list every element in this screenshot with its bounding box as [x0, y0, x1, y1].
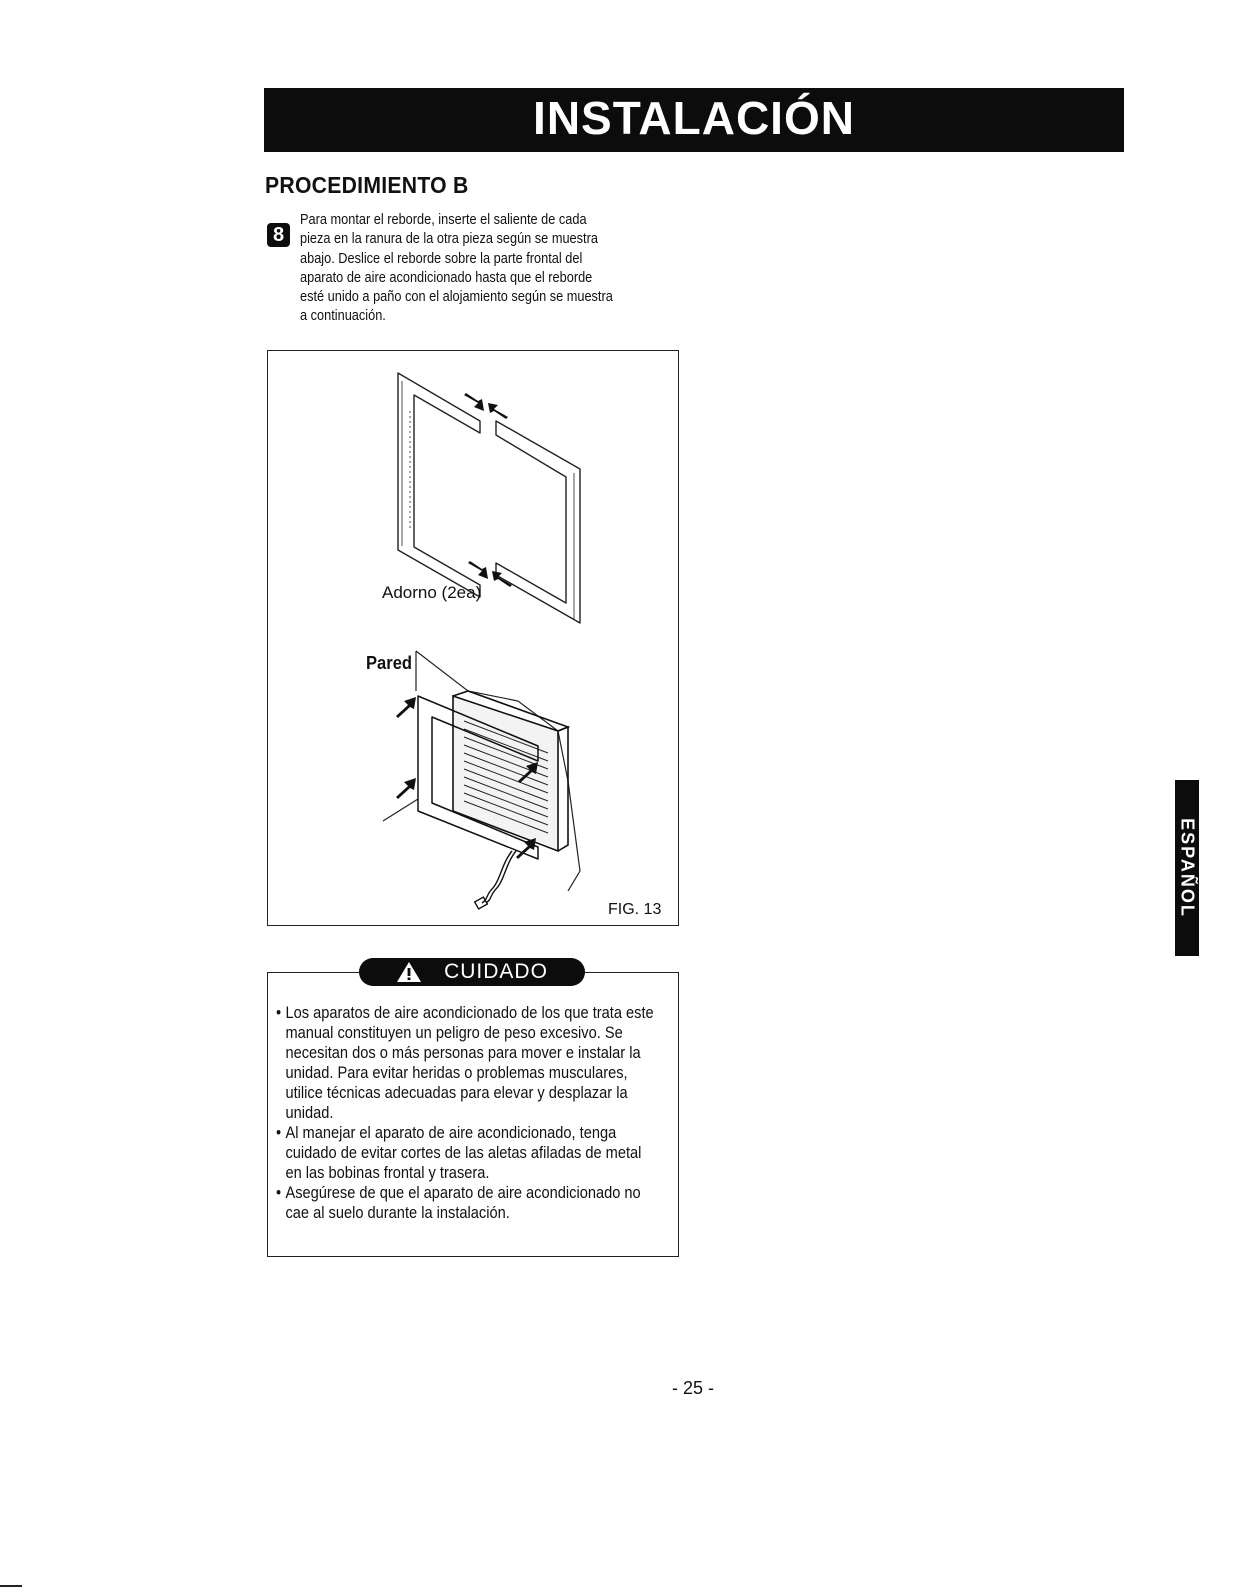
figure-13: [267, 350, 679, 926]
caution-item: • Los aparatos de aire acondicionado de los que trata este manual constituyen un peligro de peso excesivo. Se necesitan dos o más personas para mover e instalar la unidad. Para evitar heridas o problemas musculares, utilice técnicas adecuadas para elevar y desplazar la unidad.: [276, 1003, 654, 1123]
trim-label: Adorno (2ea): [382, 583, 482, 602]
page-title-banner: INSTALACIÓN: [264, 88, 1124, 152]
step-instructions: Para montar el reborde, inserte el saliente de cada pieza en la ranura de la otra pieza según se muestra abajo. Deslice el reborde sobre la parte frontal del aparato de aire acondicionado hasta que el reborde esté unido a paño con el alojamiento según se muestra a continuación.: [300, 212, 613, 325]
trim-assembly-illustration: [268, 351, 680, 927]
caution-list: [276, 1003, 654, 1223]
page-number: - 25 -: [672, 1378, 715, 1398]
caution-item: • Al manejar el aparato de aire acondicionado, tenga cuidado de evitar cortes de las aletas afiladas de metal en las bobinas frontal y trasera.: [276, 1123, 654, 1183]
language-tab: [1175, 780, 1199, 956]
language-tab-label: ESPAÑOL: [1177, 818, 1198, 918]
caution-title: CUIDADO: [444, 960, 548, 983]
figure-caption: FIG. 13: [608, 901, 662, 918]
section-title: PROCEDIMIENTO B: [265, 172, 469, 198]
scan-mark: [0, 1585, 22, 1587]
caution-header: [359, 958, 585, 986]
caution-item: • Asegúrese de que el aparato de aire acondicionado no cae al suelo durante la instalación.: [276, 1183, 654, 1223]
warning-triangle-icon: [396, 961, 422, 983]
wall-label: Pared: [366, 653, 413, 673]
step-number-badge: 8: [267, 223, 290, 247]
